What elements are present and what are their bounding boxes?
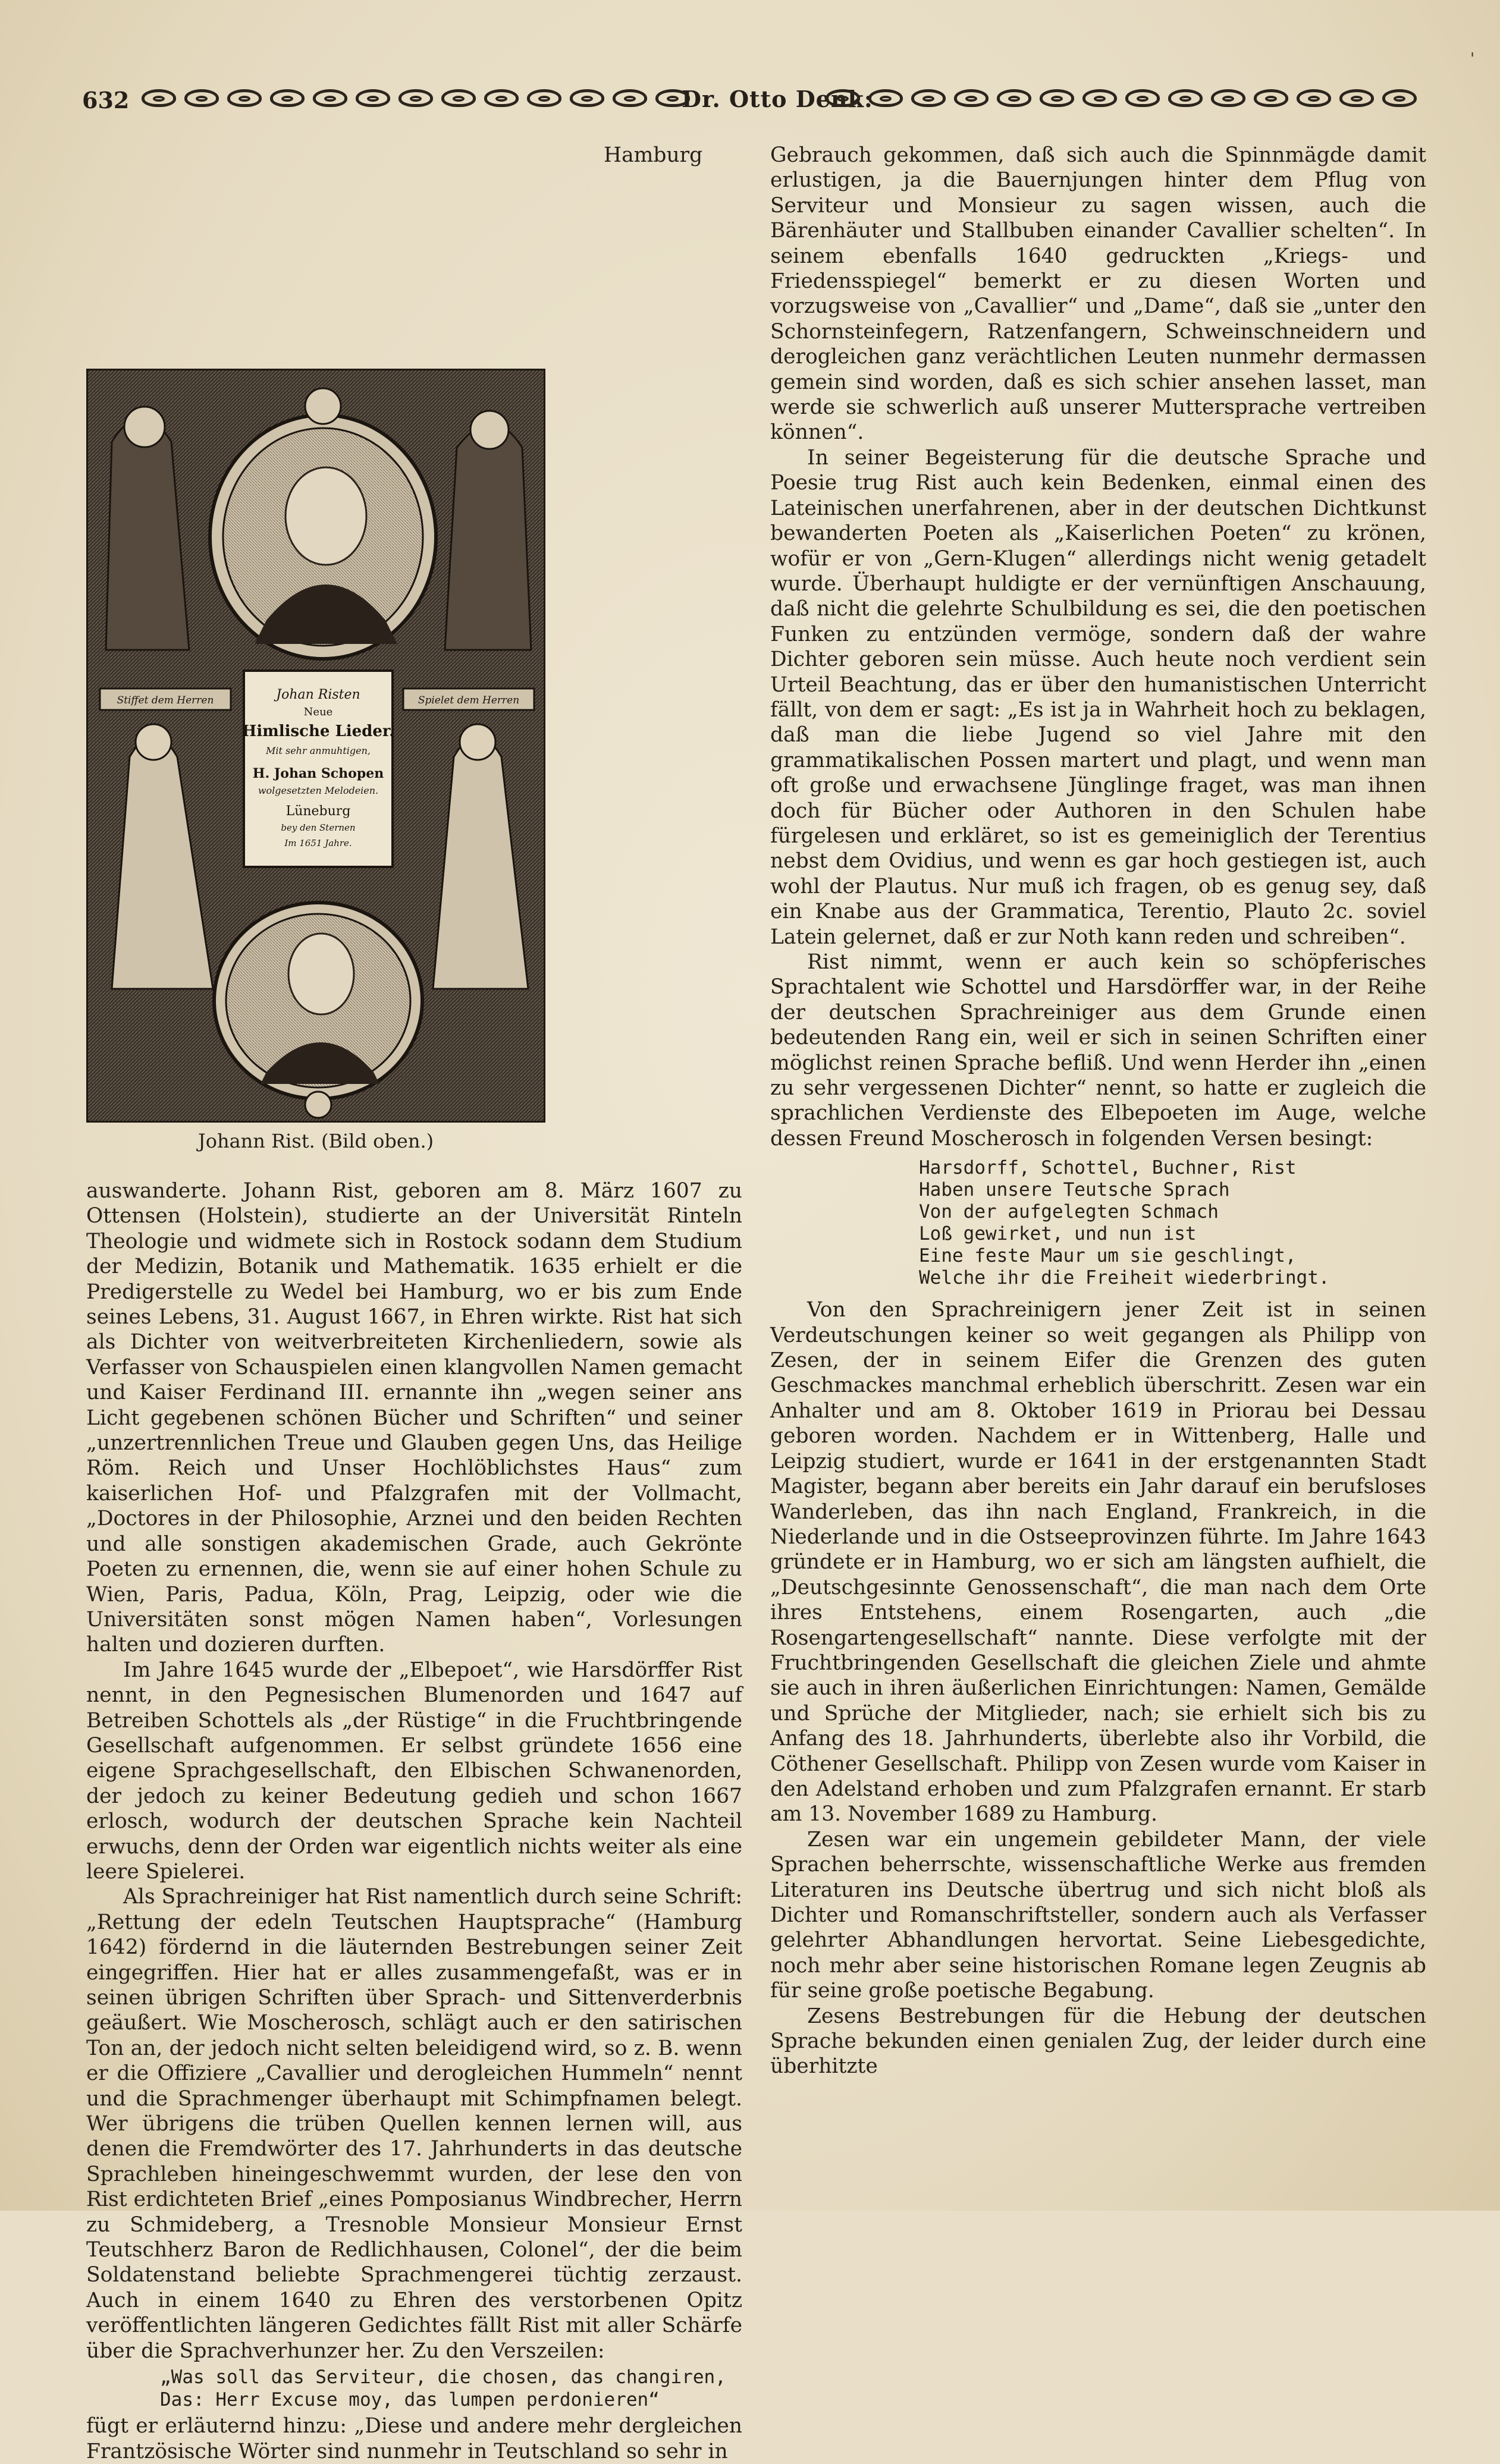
paragraph: Zesen war ein ungemein gebildeter Mann, der viele Sprachen beherrschte, wissenschaftliche Werke aus fremden Literaturen ins Deutsche übertrug und sich nicht bloß als Dichter und Romanschriftsteller, sondern auch als Verfasser gelehrter Abhandlungen hervortat. Seine Liebesgedichte, noch mehr aber seine historischen Romane legen Zeugnis ab für seine große poetische Begabung. bbox=[770, 1827, 1426, 2003]
paragraph: fügt er erläuternd hinzu: „Diese und andere mehr dergleichen Frantzösische Wörter sind nunmehr in Teutschland so sehr in bbox=[86, 2414, 742, 2463]
paragraph: Zesens Bestrebungen für die Hebung der deutschen Sprache bekunden einen genialen Zug, der leider durch eine überhitzte bbox=[770, 2004, 1426, 2079]
header-ornament-left bbox=[142, 89, 690, 113]
verse-block bbox=[919, 1157, 1426, 1289]
verse-block bbox=[160, 2366, 742, 2411]
right-column bbox=[770, 143, 1426, 2079]
title-line: H. Johan Schopen bbox=[252, 766, 384, 781]
title-line: bey den Sternen bbox=[281, 822, 356, 833]
engraving-label-left: Stiffet dem Herren bbox=[117, 694, 214, 706]
engraving-image bbox=[86, 369, 545, 1123]
paragraph: Im Jahre 1645 wurde der „Elbepoet“, wie Harsdörffer Rist nennt, in den Pegnesischen Blumenorden und 1647 auf Betreiben Schottels als „der Rüstige“ in die Fruchtbringende Gesellschaft aufgenommen. Er selbst gründete 1656 eine eigene Sprachgesellschaft, den Elbischen Schwanenorden, der jedoch zu keiner Bedeutung gedieh und schon 1667 erlosch, wodurch der deutschen Sprache kein Nachteil erwuchs, denn der Orden war eigentlich nichts weiter als eine leere Spielerei. bbox=[86, 1658, 742, 1884]
verse-line: Das: Herr Excuse moy, das lumpen perdonieren“ bbox=[160, 2389, 660, 2411]
verse-line: Haben unsere Teutsche Sprach bbox=[919, 1179, 1230, 1201]
title-line: Mit sehr anmuhtigen, bbox=[265, 745, 371, 756]
paragraph: Von den Sprachreinigern jener Zeit ist in seinen Verdeutschungen keiner so weit gegangen als Philipp von Zesen, der in seinem Eifer die Grenzen des guten Geschmackes manchmal erheblich überschritt. Zesen war ein Anhalter und am 8. Oktober 1619 in Priorau bei Dessau geboren worden. Nachdem er in Wittenberg, Halle und Leipzig studiert, wurde er 1641 in der erstgenannten Stadt Magister, begann aber bereits ein Jahr darauf ein berufsloses Wanderleben, das ihn nach England, Frankreich, in die Niederlande und in die Ostseeprovinzen führte. Im Jahre 1643 gründete er in Hamburg, wo er sich am längsten aufhielt, die „Deutschgesinnte Genossenschaft“, die man nach dem Orte ihres Entstehens, einem Rosengarten, auch „die Rosengartengesellschaft“ nannte. Diese verfolgte mit der Fruchtbringenden Gesellschaft die gleichen Ziele und ahmte sie auch in ihren äußerlichen Einrichtungen: Namen, Gemälde und Sprüche der Mitglieder, nach; sie erhielt sich bis zu Anfang des 18. Jahrhunderts, überlebte also ihr Vorbild, die Cöthener Gesellschaft. Philipp von Zesen wurde vom Kaiser in den Adelstand erhoben und zum Pfalzgrafen ernannt. Er starb am 13. November 1689 zu Hamburg. bbox=[770, 1298, 1426, 1827]
page-header bbox=[82, 84, 1414, 120]
figure-caption: Johann Rist. (Bild oben.) bbox=[197, 1130, 434, 1152]
paragraph: In seiner Begeisterung für die deutsche Sprache und Poesie trug Rist auch kein Bedenken, einmal einen des Lateinischen unerfahrenen, aber in der deutschen Dichtkunst bewanderten Poeten als „Kaiserlichen Poeten“ zu krönen, wofür er von „Gern-Klugen“ allerdings nicht wenig getadelt wurde. Überhaupt huldigte er der vernünftigen Anschauung, daß nicht die gelehrte Schulbildung es sei, die den poetischen Funken zu entzünden vermöge, sondern daß der wahre Dichter geboren sein müsse. Auch heute noch verdient sein Urteil Beachtung, das er über den humanistischen Unterricht fällt, von dem er sagt: „Es ist ja in Wahrheit hoch zu beklagen, daß man die liebe Jugend so viel Jahre mit den grammatikalischen Possen martert und plagt, und wenn man oft große und erwachsene Jünglinge fraget, was man ihnen doch für Bücher oder Authoren in den Schulen habe fürgelesen und erkläret, so ist es gemeiniglich der Terentius nebst dem Ovidius, und wenn es gar hoch gestiegen ist, auch wohl der Plautus. Nur muß ich fragen, ob es genug sey, daß ein Knabe aus der Grammatica, Terentio, Plauto 2c. soviel Latein gelernet, daß er zur Noth kann reden und schreiben“. bbox=[770, 445, 1426, 949]
paragraph: Gebrauch gekommen, daß sich auch die Spinnmägde damit erlustigen, ja die Bauernjungen hinter dem Pflug von Serviteur und Monsieur zu sagen wissen, auch die Bärenhäuter und Stallbuben einander Cavallier schelten“. In seinem ebenfalls 1640 gedruckten „Kriegs- und Friedensspiegel“ bemerkt er zu diesen Worten und vorzugsweise von „Cavallier“ und „Dame“, daß sie „unter den Schornsteinfegern, Ratzenfangern, Schweinschneidern und derogleichen ganz verächtlichen Leuten nunmehr dermassen gemein sind worden, daß es sich schier ansehen lasset, man werde sie schwerlich auß unserer Muttersprache vertreiben können“. bbox=[770, 143, 1426, 445]
verse-line: Von der aufgelegten Schmach bbox=[919, 1201, 1219, 1223]
verse-line: Harsdorff, Schottel, Buchner, Rist bbox=[919, 1157, 1297, 1179]
title-line: Johan Risten bbox=[276, 687, 360, 702]
page-number: 632 bbox=[82, 87, 130, 114]
paragraph: Rist nimmt, wenn er auch kein so schöpferisches Sprachtalent wie Schottel und Harsdörffer war, in der Reihe der deutschen Sprachreiniger aus dem Grunde einen bedeutenden Rang ein, weil er sich in seinen Schriften einer möglichst reinen Sprache befliß. Und wenn Herder ihn „einen zu sehr vergessenen Dichter“ nennt, so hatte er zugleich die sprachlichen Verdienste des Elbepoeten im Auge, welche dessen Freund Moscherosch in folgenden Versen besingt: bbox=[770, 950, 1426, 1151]
paragraph-text: Hamburg auswanderte. Johann Rist, geboren am 8. März 1607 zu Ottensen (Holstein), studierte an der Universität Rinteln Theologie und widmete sich in Rostock sodann dem Studium der Medizin, Botanik und Mathematik. 1635 erhielt er die Predigerstelle zu Wedel bei Hamburg, wo er bis zum Ende seines Lebens, 31. August 1667, in Ehren wirkte. Rist hat sich als Dichter von weitverbreiteten Kirchenliedern, sowie als Verfasser von Schauspielen einen klangvollen Namen gemacht und Kaiser Ferdinand III. ernannte ihn „wegen seiner ans Licht gegebenen schönen Bücher und Schriften“ und seiner „unzertrennlichen Treue und Glauben gegen Uns, das Heilige Röm. Reich und Unser Hochlöblichstes Haus“ zum kaiserlichen Hof- und Pfalzgrafen mit der Vollmacht, „Doctores in der Philosophie, Arznei und den beiden Rechten und alle sonstigen akademischen Grade, auch Gekrönte Poeten zu ernennen, die, wenn sie auf einer hohen Schule zu Wien, Paris, Padua, Köln, Prag, Leipzig, oder wie die Universitäten sonst mögen Namen haben“, Vorlesungen halten und dozieren durften. bbox=[86, 143, 742, 1657]
title-line: Lüneburg bbox=[285, 804, 351, 819]
title-line: Himlische Lieder. bbox=[241, 722, 395, 740]
running-title: Dr. Otto Denk: bbox=[682, 86, 873, 112]
title-line: Im 1651 Jahre. bbox=[284, 838, 352, 848]
paragraph: Als Sprachreiniger hat Rist namentlich durch seine Schrift: „Rettung der edeln Teutschen Hauptsprache“ (Hamburg 1642) fördernd in die läuternden Bestrebungen seiner Zeit eingegriffen. Hier hat er alles zusammengefaßt, was er in seinen übrigen Schriften über Sprach- und Sittenverderbnis geäußert. Wie Moscherosch, schlägt auch er den satirischen Ton an, der jedoch nicht selten beleidigend wird, so z. B. wenn er die Offiziere „Cavallier und derogleichen Hummeln“ nennt und die Sprachmenger überhaupt mit Schimpfnamen belegt. Wer übrigens die trüben Quellen kennen lernen will, aus denen die Fremdwörter des 17. Jahrhunderts in das deutsche Sprachleben hineingeschwemmt wurden, der lese den von Rist erdichteten Brief „eines Pomposianus Windbrecher, Herrn zu Schmideberg, a Tresnoble Monsieur Monsieur Ernst Teutschherz Baron de Redlichhausen, Colonel“, der die beim Soldatenstand beliebte Sprachmengerei tüchtig zerzaust. Auch in einem 1640 zu Ehren des verstorbenen Opitz veröffentlichten längeren Gedichtes fällt Rist mit aller Schärfe über die Sprachverhunzer her. Zu den Verszeilen: bbox=[86, 1885, 742, 2363]
title-line: Neue bbox=[303, 706, 333, 718]
title-line: wolgesetzten Melodeien. bbox=[258, 785, 379, 796]
verse-line: Eine feste Maur um sie geschlingt, bbox=[919, 1245, 1297, 1267]
verse-line: „Was soll das Serviteur, die chosen, das changiren, bbox=[160, 2366, 726, 2388]
verse-line: Loß gewirket, und nun ist bbox=[919, 1223, 1197, 1245]
header-ornament-right bbox=[826, 89, 1417, 113]
verse-line: Welche ihr die Freiheit wiederbringt. bbox=[919, 1267, 1330, 1289]
margin-mark: ' bbox=[1470, 50, 1475, 68]
engraving-illustration bbox=[88, 370, 544, 1121]
engraving-label-right: Spielet dem Herren bbox=[418, 694, 520, 706]
